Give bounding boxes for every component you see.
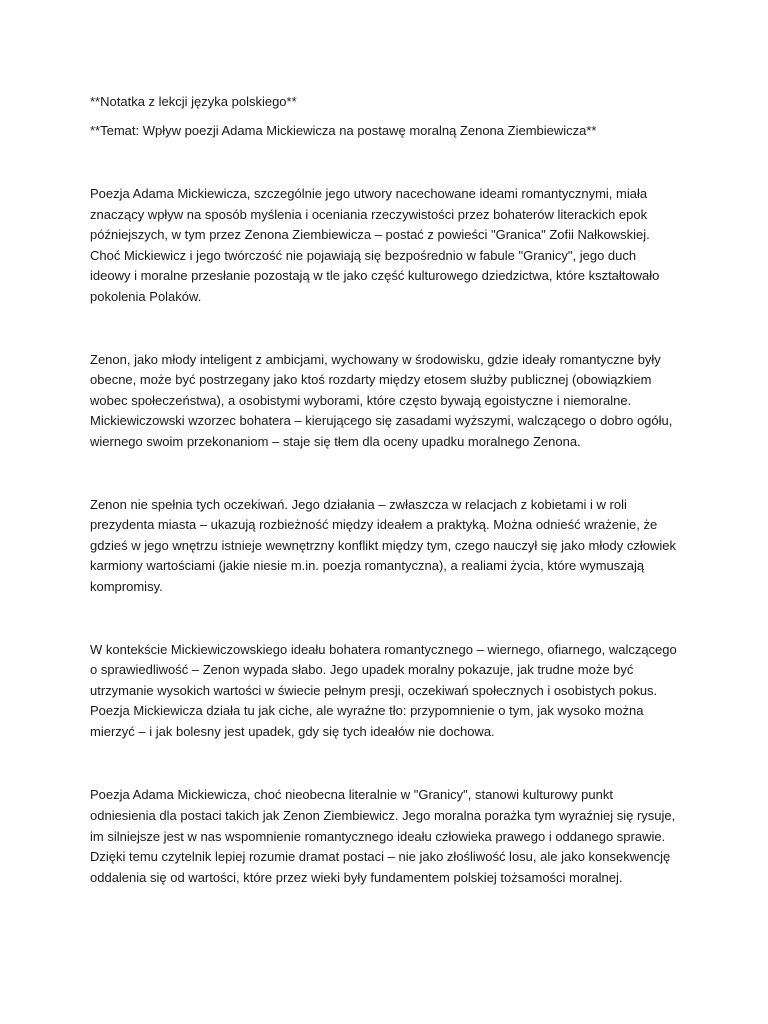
paragraph: Poezja Adama Mickiewicza, choć nieobecna literalnie w "Granicy", stanowi kulturowy punkt odniesienia dla postaci takich jak Zenon Ziembiewicz. Jego moralna porażka tym wyraźniej się rysuje, im silniejsze jest w nas wspomnienie romantycznego ideału człowieka prawego i oddanego sprawie. Dzięki temu czytelnik lepiej rozumie dramat postaci – nie jako złośliwość losu, ale jako konsekwencję oddalenia się od wartości, które przez wieki były fundamentem polskiej tożsamości moralnej. — [90, 787, 676, 885]
note-title: **Notatka z lekcji języka polskiego** — [90, 94, 297, 109]
document-body — [90, 92, 680, 888]
paragraph: Zenon, jako młody inteligent z ambicjami, wychowany w środowisku, gdzie ideały romantyczne były obecne, może być postrzegany jako ktoś rozdarty między etosem służby publicznej (obowiązkiem wobec społeczeństwa), a osobistymi wyborami, które często bywają egoistyczne i niemoralne. Mickiewiczowski wzorzec bohatera – kierującego się zasadami wyższymi, walczącego o dobro ogółu, wiernego swoim przekonaniom – staje się tłem dla oceny upadku moralnego Zenona. — [90, 351, 673, 449]
paragraph: Poezja Adama Mickiewicza, szczególnie jego utwory nacechowane ideami romantycznymi, miała znaczący wpływ na sposób myślenia i oceniania rzeczywistości przez bohaterów literackich epok późniejszych, w tym przez Zenona Ziembiewicza – postać z powieści "Granica" Zofii Nałkowskiej. Choć Mickiewicz i jego twórczość nie pojawiają się bezpośrednio w fabule "Granicy", jego duch ideowy i moralne przesłanie pozostają w tle jako część kulturowego dziedzictwa, które kształtowało pokolenia Polaków. — [90, 186, 660, 304]
paragraph: W kontekście Mickiewiczowskiego ideału bohatera romantycznego – wiernego, ofiarnego, walczącego o sprawiedliwość – Zenon wypada słabo. Jego upadek moralny pokazuje, jak trudne może być utrzymanie wysokich wartości w świecie pełnym presji, oczekiwań społecznych i osobistych pokus. Poezja Mickiewicza działa tu jak ciche, ale wyraźne tło: przypomnienie o tym, jak wysoko można mierzyć – i jak bolesny jest upadek, gdy się tych ideałów nie dochowa. — [90, 641, 677, 739]
note-topic: **Temat: Wpływ poezji Adama Mickiewicza na postawę moralną Zenona Ziembiewicza** — [90, 123, 597, 138]
paragraph: Zenon nie spełnia tych oczekiwań. Jego działania – zwłaszcza w relacjach z kobietami i w roli prezydenta miasta – ukazują rozbieżność między ideałem a praktyką. Można odnieść wrażenie, że gdzieś w jego wnętrzu istnieje wewnętrzny konflikt między tym, czego nauczył się jako młody człowiek karmiony wartościami (jakie niesie m.in. poezja romantyczna), a realiami życia, które wymuszają kompromisy. — [90, 496, 676, 594]
